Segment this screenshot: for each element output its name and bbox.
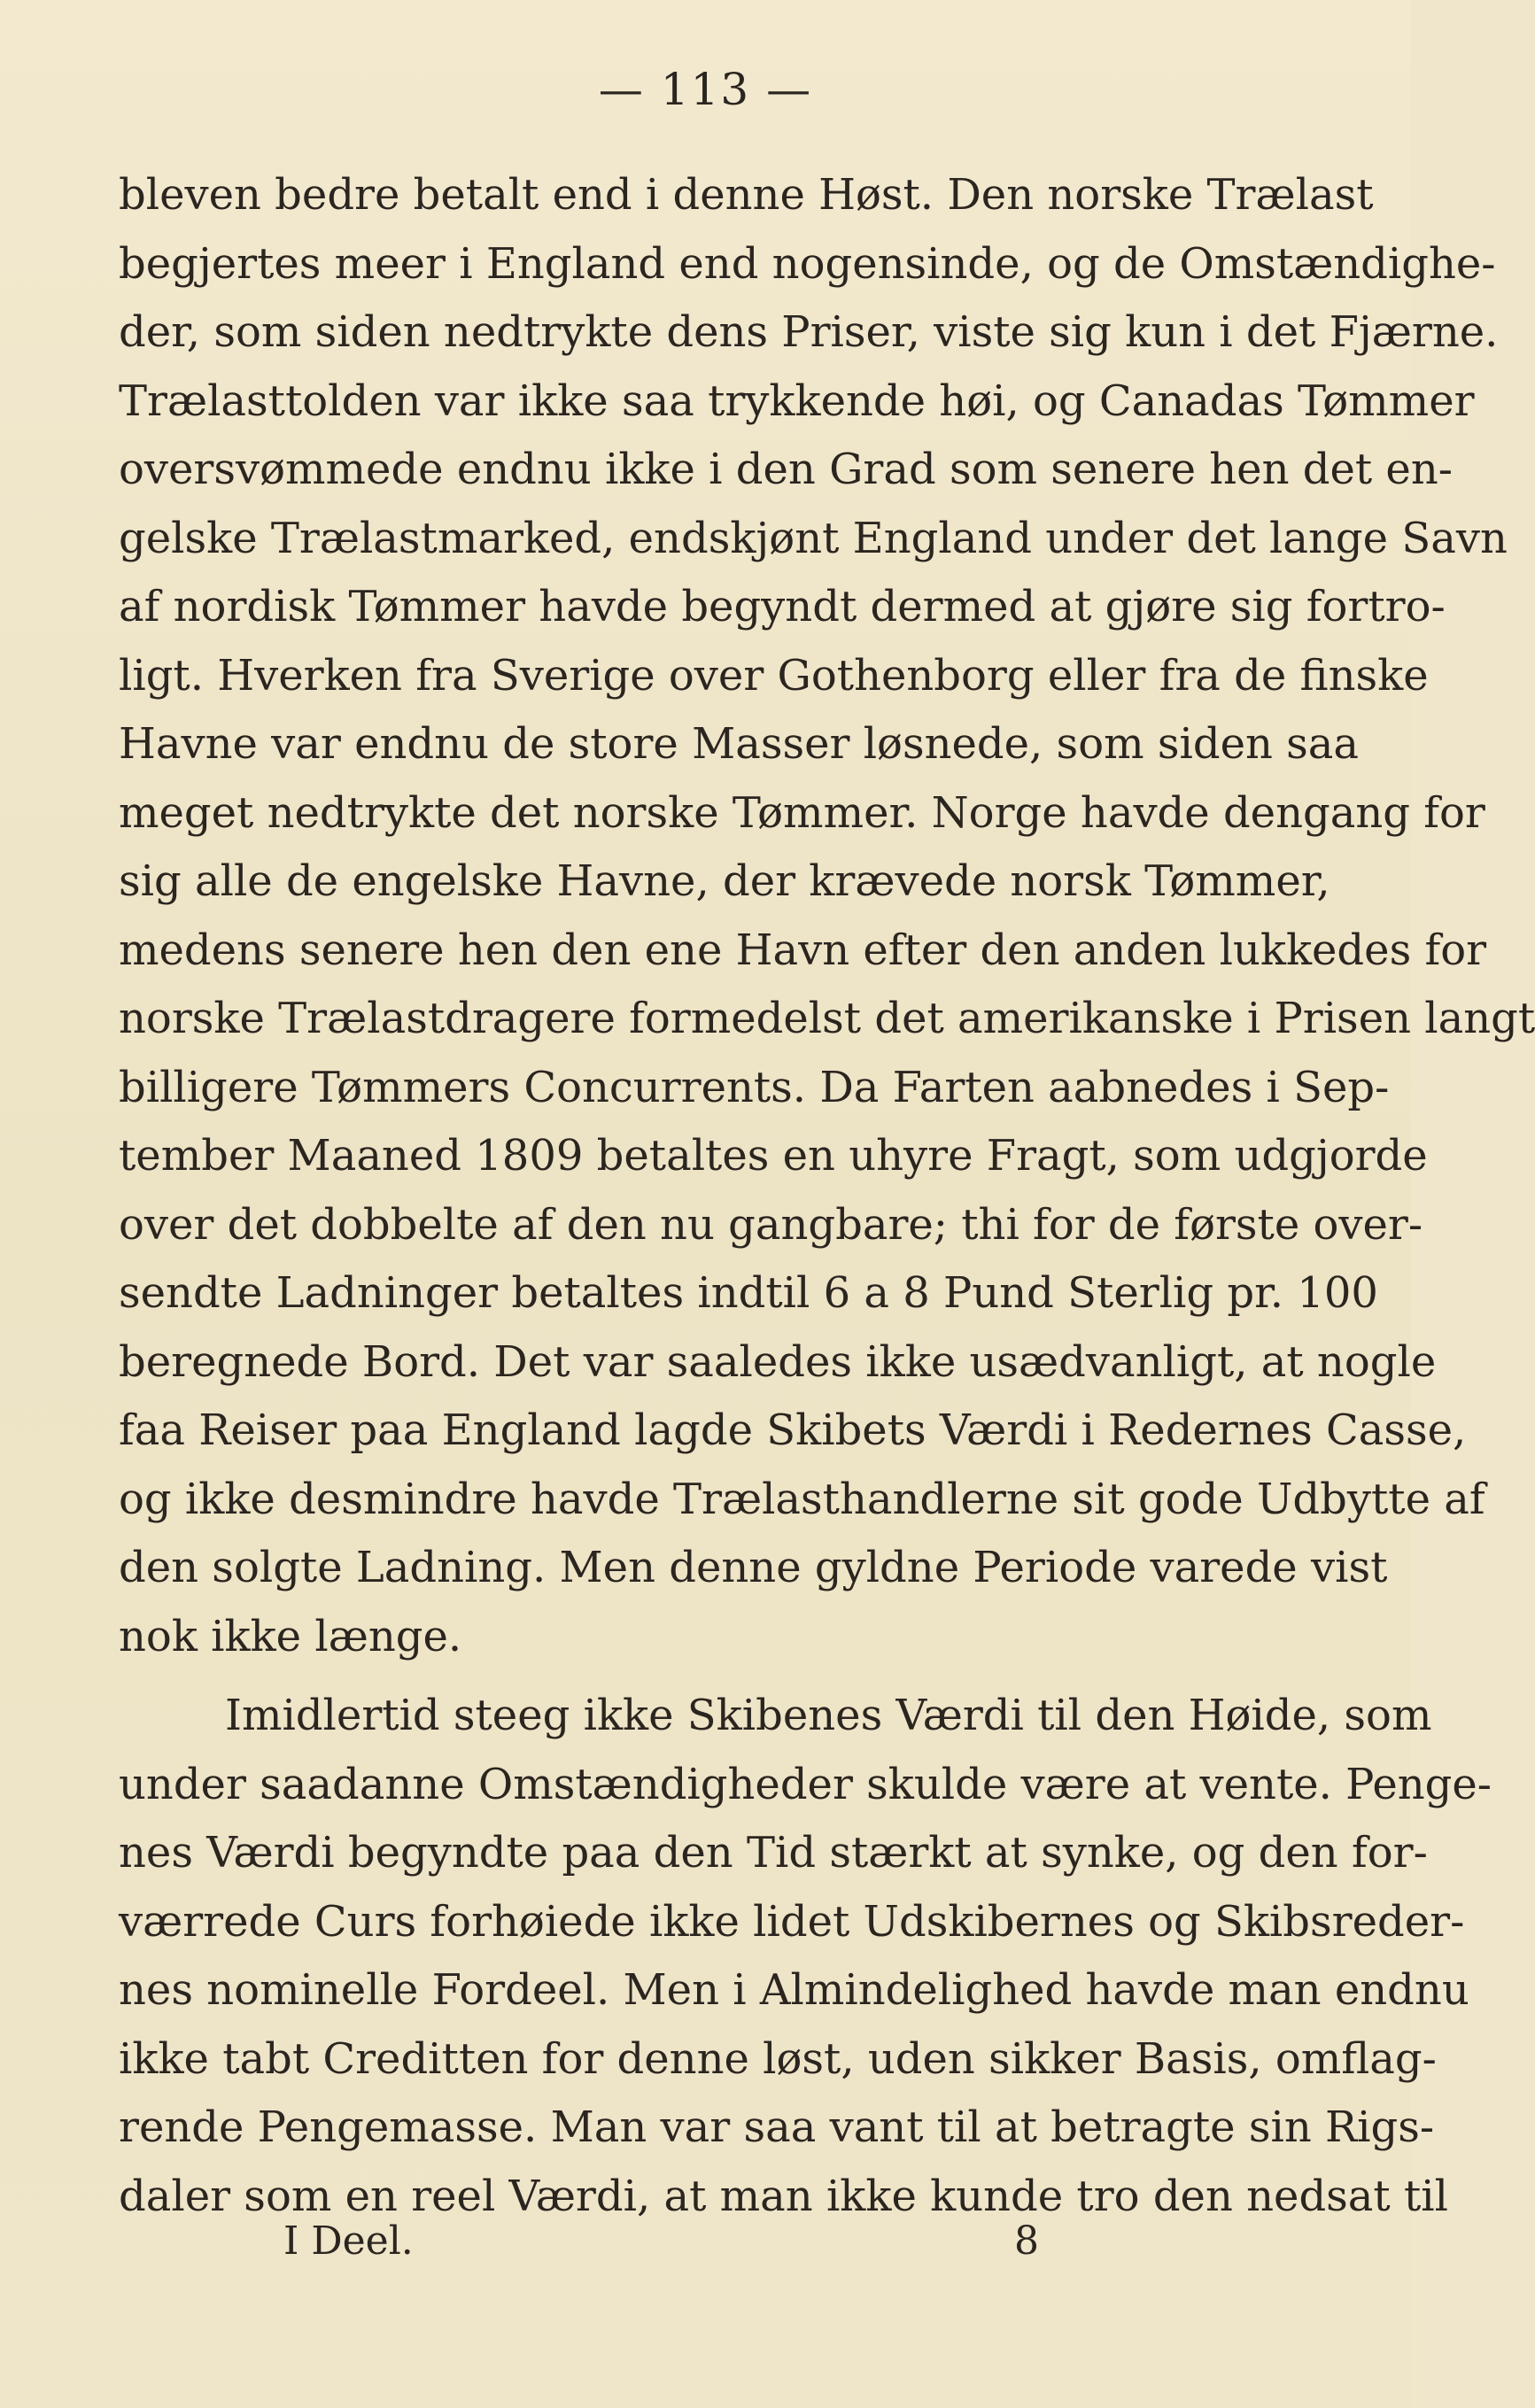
text-line: Trælasttolden var ikke saa trykkende høi, og Canadas Tømmer: [119, 376, 1475, 426]
text-line: over det dobbelte af den nu gangbare; thi for de første over-: [119, 1199, 1423, 1250]
text-line: oversvømmede endnu ikke i den Grad som senere hen det en-: [119, 445, 1453, 494]
text-line: billigere Tømmers Concurrents. Da Farten aabnedes i Sep-: [119, 1062, 1390, 1112]
page-footer: [283, 2218, 1169, 2280]
paragraph: [119, 161, 1535, 1671]
text-line: sendte Ladninger betaltes indtil 6 a 8 Pund Sterlig pr. 100: [119, 1268, 1378, 1318]
text-line: bleven bedre betalt end i denne Høst. Den norske Trælast: [119, 170, 1374, 220]
text-line: faa Reiser paa England lagde Skibets Værdi i Redernes Casse,: [119, 1405, 1467, 1455]
paragraph-gap: [119, 1671, 1288, 1682]
text-line: ikke tabt Creditten for denne løst, uden sikker Basis, omflag-: [119, 2033, 1437, 2084]
text-line: nes nominelle Fordeel. Men i Almindelighed havde man endnu: [119, 1965, 1469, 2015]
text-line: meget nedtrykte det norske Tømmer. Norge havde dengang for: [119, 787, 1485, 838]
body-text: [119, 161, 1535, 2231]
text-line: der, som siden nedtrykte dens Priser, viste sig kun i det Fjærne.: [119, 307, 1499, 357]
text-line: nes Værdi begyndte paa den Tid stærkt at synke, og den for-: [119, 1828, 1428, 1878]
text-line: medens senere hen den ene Havn efter den anden lukkedes for: [119, 925, 1487, 975]
text-line: gelske Trælastmarked, endskjønt England under det lange Savn: [119, 513, 1508, 563]
text-line: nok ikke længe.: [119, 1611, 462, 1661]
text-line: og ikke desmindre havde Trælasthandlerne sit gode Udbytte af: [119, 1474, 1485, 1524]
text-line: værrede Curs forhøiede ikke lidet Udskibernes og Skibsreder-: [119, 1896, 1465, 1947]
text-line: tember Maaned 1809 betaltes en uhyre Fragt, som udgjorde: [119, 1131, 1428, 1181]
text-line: rende Pengemasse. Man var saa vant til at betragte sin Rigs-: [119, 2102, 1435, 2152]
signature-mark: I Deel.: [283, 2218, 414, 2264]
text-line: beregnede Bord. Det var saaledes ikke usædvanligt, at nogle: [119, 1336, 1437, 1387]
text-line: Havne var endnu de store Masser løsnede, som siden saa: [119, 719, 1360, 769]
text-line: norske Trælastdragere formedelst det amerikanske i Prisen langt: [119, 994, 1535, 1043]
text-line: sig alle de engelske Havne, der krævede norsk Tømmer,: [119, 856, 1330, 906]
text-line: af nordisk Tømmer havde begyndt dermed at gjøre sig fortro-: [119, 582, 1446, 631]
text-line: daler som en reel Værdi, at man ikke kunde tro den nedsat til: [119, 2171, 1448, 2221]
text-line: begjertes meer i England end nogensinde, og de Omstændighe-: [119, 238, 1496, 289]
text-line: den solgte Ladning. Men denne gyldne Periode varede vist: [119, 1543, 1388, 1592]
text-line: Imidlertid steeg ikke Skibenes Værdi til den Høide, som: [225, 1691, 1432, 1740]
page-number: — 113 —: [598, 64, 813, 115]
text-line: ligt. Hverken fra Sverige over Gothenborg eller fra de finske: [119, 650, 1429, 701]
sheet-number: 8: [1014, 2218, 1039, 2264]
text-line: under saadanne Omstændigheder skulde være at vente. Penge-: [119, 1759, 1492, 1809]
paragraph: [119, 1682, 1492, 2231]
